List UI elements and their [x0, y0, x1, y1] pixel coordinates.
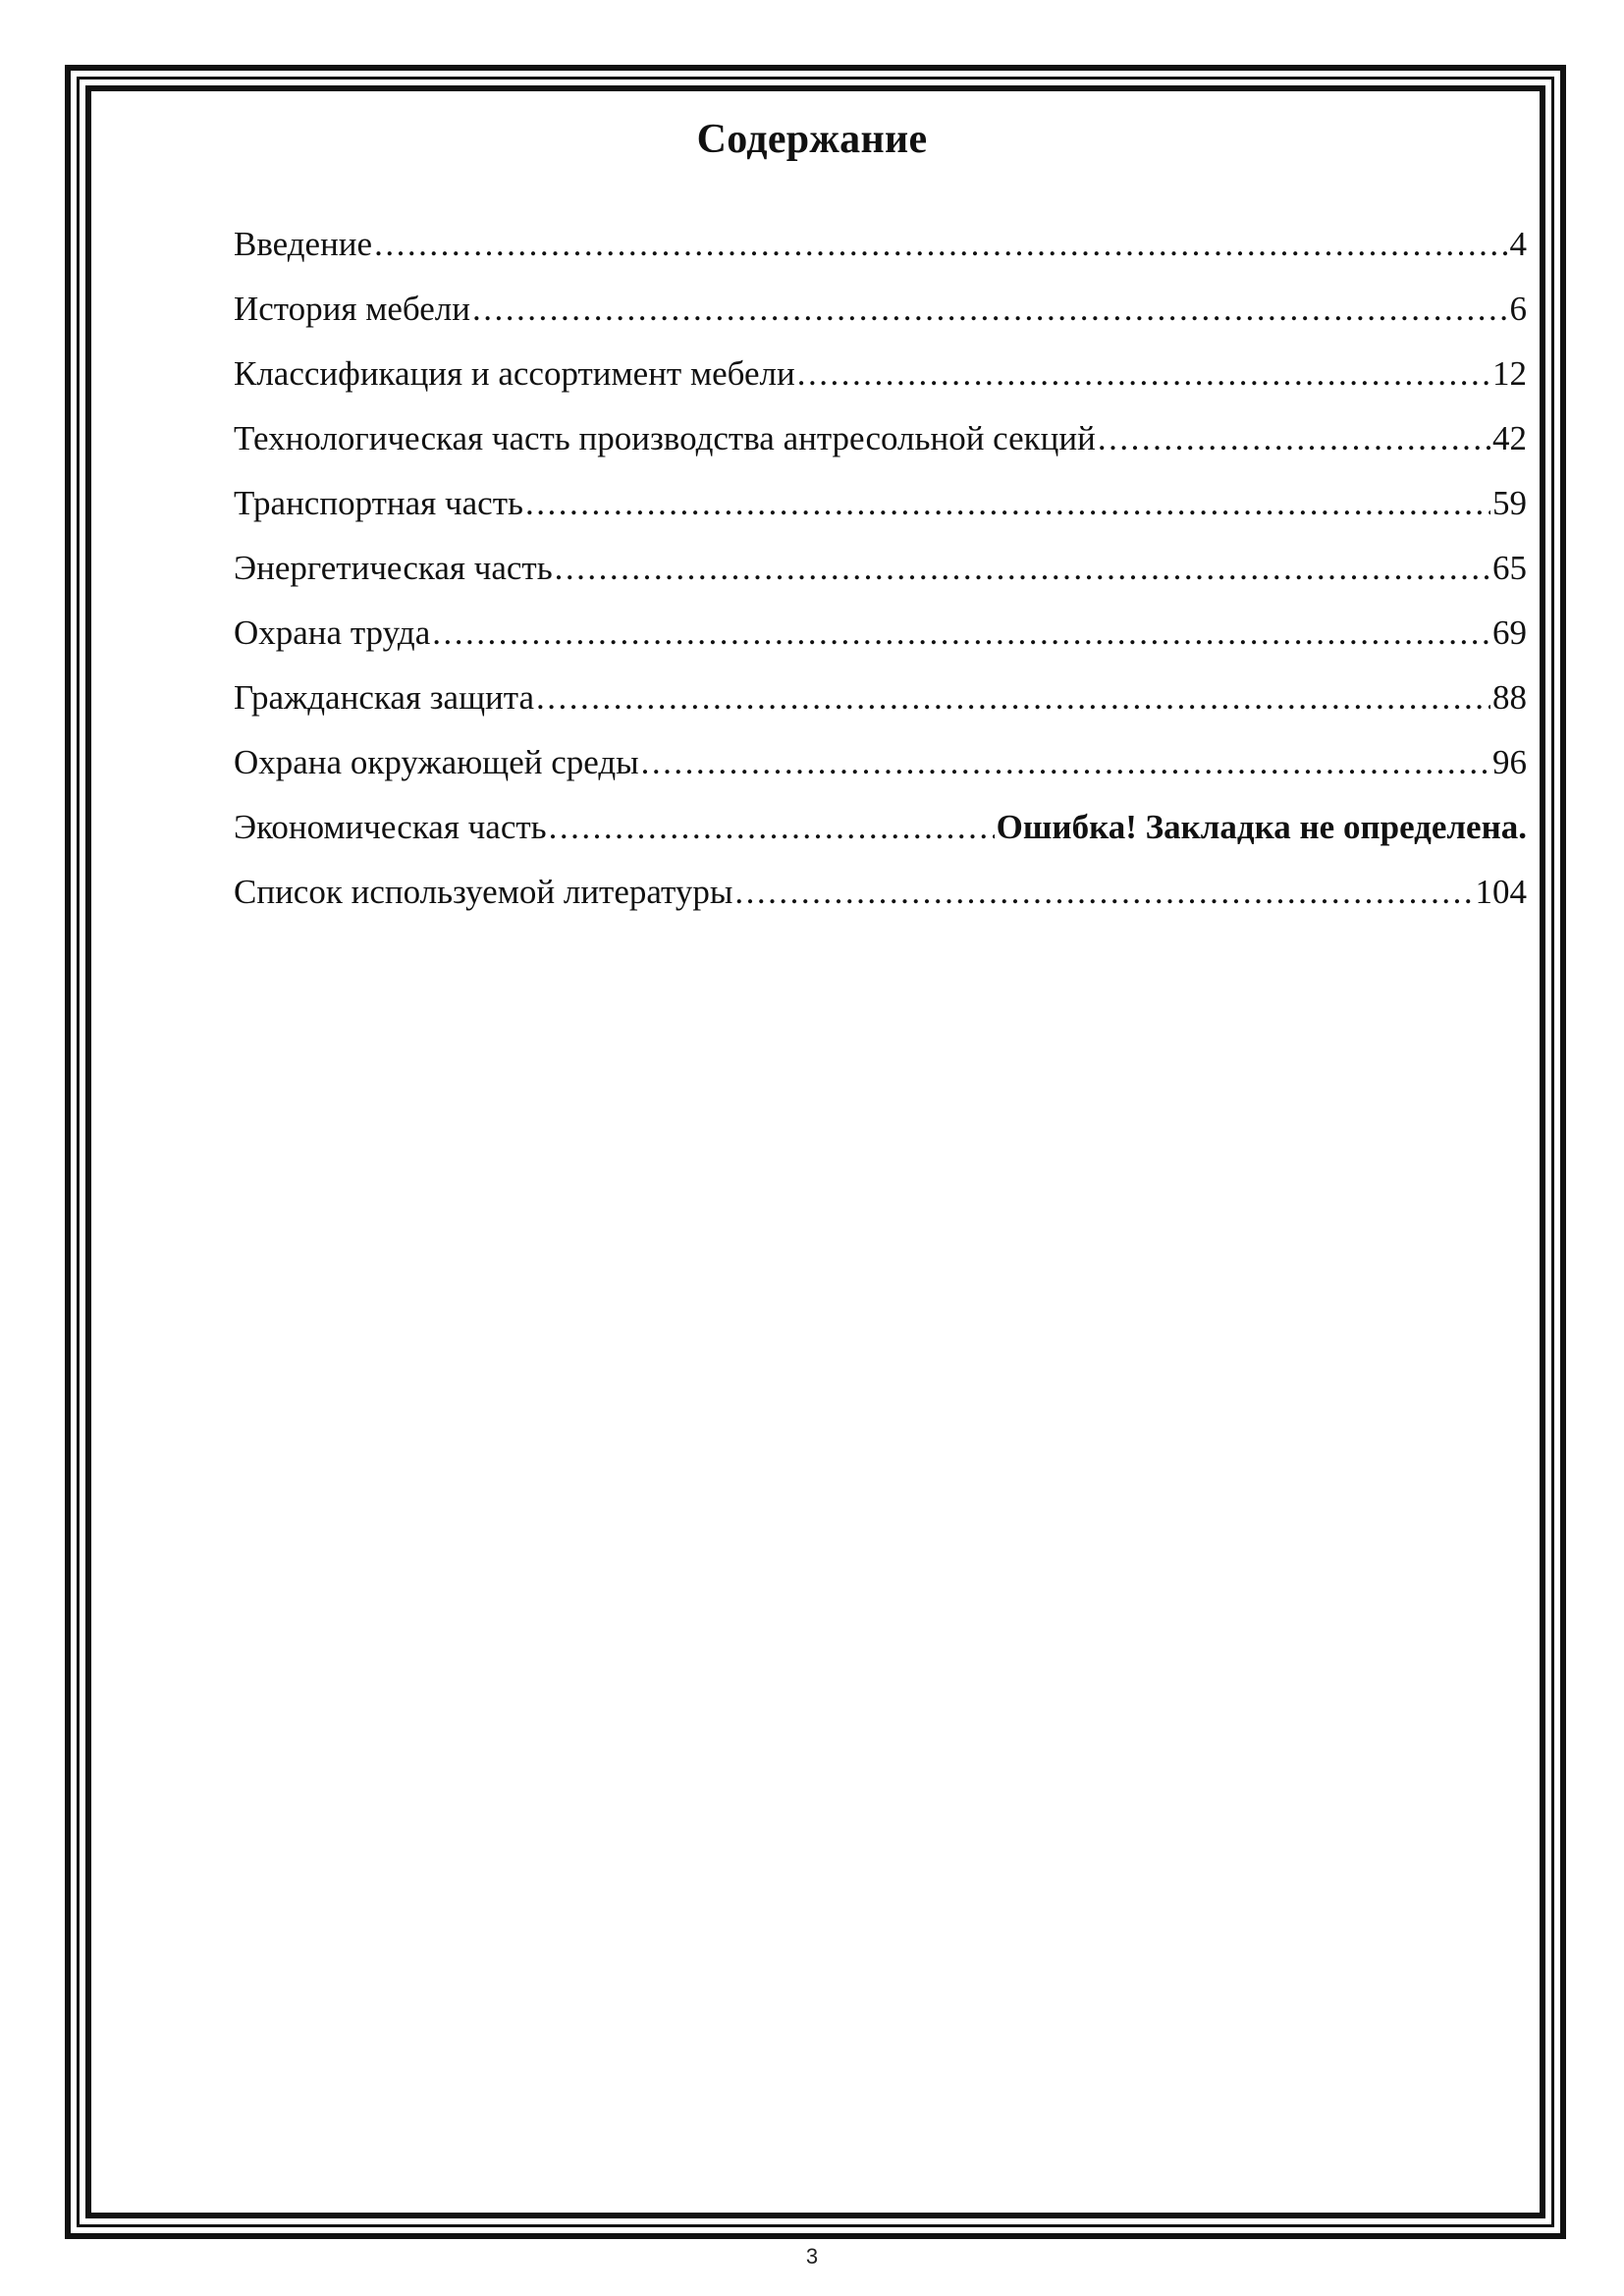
toc-entry-page: 42: [1492, 419, 1527, 457]
toc-dot-leader: [734, 860, 1473, 925]
toc-entry-technology[interactable]: [234, 406, 1527, 471]
toc-entry-environment[interactable]: [234, 730, 1527, 795]
toc-entry-label: История мебели: [234, 290, 470, 328]
toc-entry-label: Экономическая часть: [234, 808, 547, 846]
toc-dot-leader: [525, 471, 1490, 536]
toc-entry-label: Транспортная часть: [234, 484, 523, 522]
toc-entry-label: Охрана окружающей среды: [234, 743, 639, 781]
toc-entry-label: Энергетическая часть: [234, 549, 553, 587]
toc-entry-label: Классификация и ассортимент мебели: [234, 354, 795, 393]
toc-dot-leader: [797, 342, 1490, 406]
toc-entry-energy[interactable]: [234, 536, 1527, 601]
toc-entry-page: 96: [1492, 743, 1527, 781]
toc-dot-leader: [549, 795, 995, 860]
toc-entry-label: Гражданская защита: [234, 678, 535, 717]
toc-dot-leader: [374, 212, 1507, 277]
toc-entry-references[interactable]: [234, 860, 1527, 925]
toc-entry-labor-safety[interactable]: [234, 601, 1527, 666]
toc-entry-page: 65: [1492, 549, 1527, 587]
toc-dot-leader: [1098, 406, 1490, 471]
toc-dot-leader: [641, 730, 1490, 795]
toc-entry-introduction[interactable]: [234, 212, 1527, 277]
toc-dot-leader: [432, 601, 1490, 666]
toc-entry-label: Введение: [234, 225, 373, 263]
toc-title: Содержание: [696, 117, 928, 162]
toc-entry-transport[interactable]: [234, 471, 1527, 536]
toc-entry-page: 104: [1475, 873, 1527, 911]
page-number: 3: [805, 2244, 819, 2269]
toc-entry-page: 12: [1492, 354, 1527, 393]
toc-entry-label: Список используемой литературы: [234, 873, 733, 911]
toc-dot-leader: [536, 666, 1490, 730]
toc-dot-leader: [472, 277, 1508, 342]
toc-entry-history[interactable]: [234, 277, 1527, 342]
toc-entry-economics[interactable]: [234, 795, 1527, 860]
toc-entry-label: Охрана труда: [234, 614, 431, 652]
toc-entry-civil-defense[interactable]: [234, 666, 1527, 730]
table-of-contents: [234, 212, 1527, 925]
toc-entry-classification[interactable]: [234, 342, 1527, 406]
toc-entry-page: 88: [1492, 678, 1527, 717]
toc-entry-page: 4: [1509, 225, 1527, 263]
toc-entry-page: 6: [1509, 290, 1527, 328]
toc-dot-leader: [555, 536, 1490, 601]
toc-entry-page-error: Ошибка! Закладка не определена.: [996, 808, 1527, 846]
toc-entry-page: 59: [1492, 484, 1527, 522]
toc-entry-label: Технологическая часть производства антресольной секций: [234, 419, 1096, 457]
toc-entry-page: 69: [1492, 614, 1527, 652]
